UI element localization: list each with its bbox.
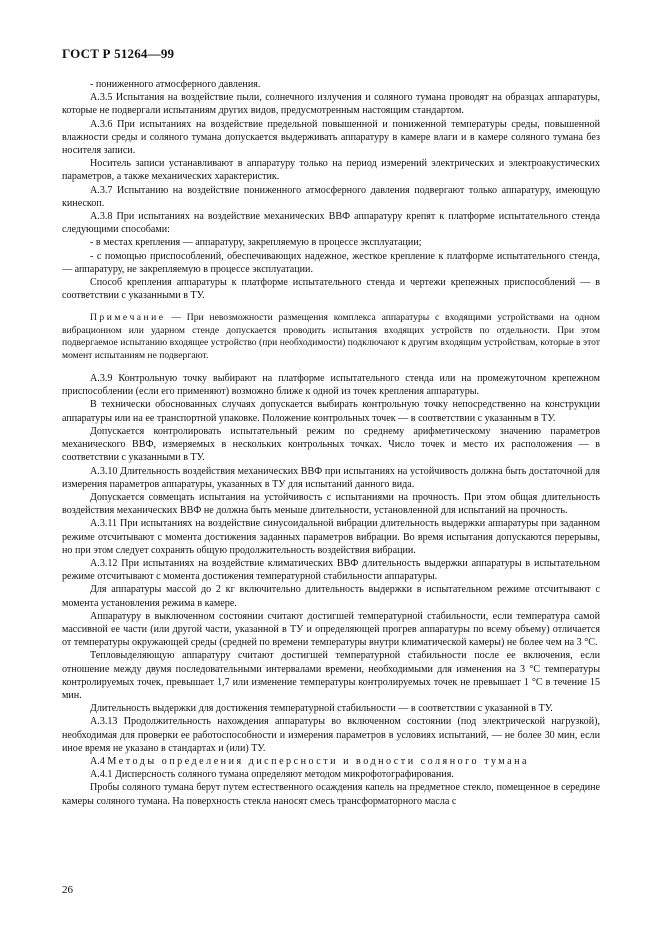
section-title: Методы определения дисперсности и водности соляного тумана	[107, 755, 529, 767]
paragraph: А.3.8 При испытаниях на воздействие механических ВВФ аппаратуру крепят к платформе испытательного стенда следующими способами:	[62, 211, 600, 236]
note-paragraph	[62, 312, 600, 362]
page-number: 26	[62, 884, 73, 896]
paragraph: Способ крепления аппаратуры к платформе испытательного стенда и чертежи крепежных приспособлений — в соответствии с указанными в ТУ.	[62, 277, 600, 302]
paragraph: Носитель записи устанавливают в аппаратуру только на период измерений электрических и электроакустических параметров, а также механических характеристик.	[62, 158, 600, 183]
paragraph: А.3.9 Контрольную точку выбирают на платформе испытательного стенда или на промежуточном крепежном приспособлении (если его применяют) возможно ближе к одной из точек крепления аппаратуры.	[62, 373, 600, 398]
section-heading	[62, 755, 600, 768]
paragraph: А.4.1 Дисперсность соляного тумана определяют методом микрофотографирования.	[90, 769, 454, 781]
paragraph: - пониженного атмосферного давления.	[90, 79, 261, 90]
paragraph: - с помощью приспособлений, обеспечивающих надежное, жесткое крепление к платформе испытательного стенда, — аппаратуру, не закрепляемую в процессе эксплуатации.	[62, 250, 600, 275]
document-body	[62, 78, 600, 808]
paragraph: А.3.7 Испытанию на воздействие пониженного атмосферного давления подвергают только аппаратуру, имеющую кинескоп.	[62, 184, 600, 209]
paragraph: Для аппаратуры массой до 2 кг включительно длительность выдержки в испытательном режиме отсчитывают с момента установления режима в камере.	[62, 584, 600, 609]
paragraph: - в местах крепления — аппаратуру, закрепляемую в процессе эксплуатации;	[90, 237, 422, 249]
paragraph: А.3.12 При испытаниях на воздействие климатических ВВФ длительность выдержки аппаратуры в испытательном режиме отсчитывают с момента достижения температурной стабильности аппаратуры.	[62, 557, 600, 583]
paragraph: Аппаратуру в выключенном состоянии считают достигшей температурной стабильности, если температура самой массивной ее части (или другой части, указанной в ТУ и определяющей прогрев аппаратуры по всему объему) отличается от температуры окружающей среды (средней по времени температуры внутри климатической камеры) не более чем на 3 °С.	[62, 610, 600, 649]
paragraph: В технически обоснованных случаях допускается выбирать контрольную точку непосредственно на конструкции аппаратуры или на ее транспортной упаковке. Положение контрольных точек — в соответствии с указанным в ТУ.	[62, 399, 600, 424]
paragraph: А.3.5 Испытания на воздействие пыли, солнечного излучения и соляного тумана проводят на образцах аппаратуры, которые не подвергали испытаниям других видов, предусмотренным настоящим стандартом.	[62, 92, 600, 117]
note-text: — При невозможности размещения комплекса аппаратуры с входящими устройствами на одном вибрационном или ударном стенде допускается проводить испытания входящих устройств по отдельности. При этом подвергаемое испытанию входящее устройство (при необходимости) подключают к другим входящим устройствам, которые в этот момент испытаниям не подвергают.	[62, 312, 600, 361]
section-number: А.4	[90, 755, 105, 767]
paragraph: А.3.6 При испытаниях на воздействие предельной повышенной и пониженной температуры среды, повышенной влажности среды и соляного тумана допускается выдерживать аппаратуру в камере влаги и в камере соляного тумана без носителя записи.	[62, 118, 600, 157]
paragraph: А.3.11 При испытаниях на воздействие синусоидальной вибрации длительность выдержки аппаратуры при заданном режиме отсчитывают с момента достижения заданных параметров вибрации. Во время испытания допускаются перерывы, но при этом следует сохранять общую продолжительность воздействия вибрации.	[62, 518, 600, 556]
paragraph: Пробы соляного тумана берут путем естественного осаждения капель на предметное стекло, помещенное в середине камеры соляного тумана. На поверхность стекла наносят смесь трансформаторного масла с	[62, 782, 600, 807]
paragraph: А.3.10 Длительность воздействия механических ВВФ при испытаниях на устойчивость должна быть достаточной для измерения параметров аппаратуры, указанных в ТУ для испытаний данного вида.	[62, 465, 600, 490]
paragraph: Длительность выдержки для достижения температурной стабильности — в соответствии с указанной в ТУ.	[90, 703, 553, 715]
paragraph: Допускается совмещать испытания на устойчивость с испытаниями на прочность. При этом общая длительность воздействия механических ВВФ не должна быть меньше длительности, установленной для испытаний на прочность.	[62, 491, 600, 517]
note-label: Примечание	[90, 312, 166, 324]
paragraph: А.3.13 Продолжительность нахождения аппаратуры во включенном состоянии (под электрической нагрузкой), необходимая для проверки ее работоспособности и измерения параметров в условиях испытаний, — не более 30 мин, если иное время не указано в стандартах и (или) ТУ.	[62, 716, 600, 754]
paragraph: Тепловыделяющую аппаратуру считают достигшей температурной стабильности после ее включения, если отношение между двумя последовательными интервалами времени, необходимыми для изменения на 3 °С температуры контролируемых точек, превышает 1,7 или изменение температуры контролируемых точек не превышает 1 °С в течение 15 мин.	[62, 650, 600, 701]
document-header: ГОСТ Р 51264—99	[62, 46, 175, 61]
paragraph: Допускается контролировать испытательный режим по среднему арифметическому значению параметров механического ВВФ, измеряемых в нескольких контрольных точках. Число точек и место их расположения — в соответствии с указанными в ТУ.	[62, 425, 600, 464]
